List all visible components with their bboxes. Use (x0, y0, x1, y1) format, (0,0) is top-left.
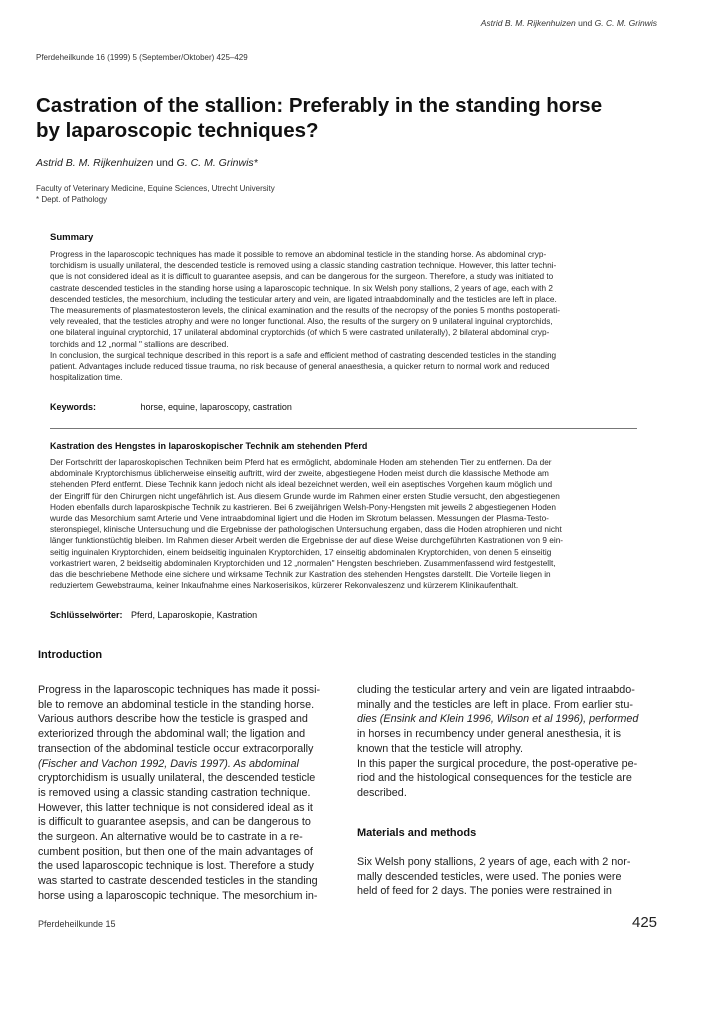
body-line: known that the testicle will atrophy. (357, 742, 524, 755)
body-line: is difficult to guarantee asepsis, and can be dangerous to (38, 816, 311, 829)
german-abstract-body (50, 457, 654, 591)
german-line: reduziertem Gewebstrauma, keiner Inkaufnahme eines Narkoserisikos, kürzerer Rekonvaleszenz und kürzerem Klinikaufenthalt. (50, 581, 519, 591)
summary-line: Progress in the laparoscopic techniques has made it possible to remove an abdominal testicle in the standing horse. As abdominal cryp- (50, 250, 547, 259)
paper-title (36, 93, 696, 143)
summary-line: vely revealed, that the testicles atrophy and were no longer functional. Also, the results of the surgery on 9 unilateral inguinal cryptorchids, (50, 317, 553, 327)
body-line-citation: dies (Ensink and Klein 1996, Wilson et al 1996), performed (357, 713, 639, 726)
body-line: cumbent position, but then one of the main advantages of (38, 845, 313, 858)
summary-line: torchidism is usually unilateral, the descended testicle is removed using a classic standing castration technique. However, this latter techni- (50, 261, 557, 271)
body-line: held of feed for 2 days. The ponies were restrained in (357, 885, 612, 898)
german-line: vorkastriert waren, 2 beidseitig abdominalen Kryptorchiden und 12 „normalen" Hengsten beschrieben. Zusammenfassend wird festgestellt, (50, 558, 556, 568)
materials-methods-heading: Materials and methods (357, 827, 477, 839)
materials-methods-body (357, 855, 657, 899)
body-line: mally descended testicles, were used. The ponies were (357, 870, 622, 883)
body-line: was started to castrate descended testicles in the standing (38, 875, 318, 888)
body-line: described. (357, 786, 407, 799)
summary-body (50, 249, 650, 383)
german-line: abdominale Kryptorchismus üblicherweise einseitig auftritt, wird der zweite, abgestiegene Hoden meist durch die klassische Methode am (50, 469, 549, 479)
body-line: is removed using a classic standing castration technique. (38, 786, 311, 799)
running-head-authors: Astrid B. M. Rijkenhuizen (480, 18, 576, 28)
author-line (36, 157, 258, 169)
german-line: Der Fortschritt der laparoskopischen Techniken beim Pferd hat es ermöglicht, abdominale Hoden am stehenden Tier zu entfernen. Da der (50, 458, 552, 467)
body-line: ble to remove an abdominal testicle in the standing horse. (38, 698, 315, 711)
affiliation-line: Faculty of Veterinary Medicine, Equine Sciences, Utrecht University (36, 184, 275, 193)
german-keywords-label: Schlüsselwörter: (50, 610, 123, 620)
body-line: in horses in recumbency under general anesthesia, it is (357, 728, 622, 741)
summary-line: que is not considered ideal as it is difficult to guarantee asepsis, and can be dangerous for the surgeon. Therefore, a study was initiated to (50, 272, 554, 282)
introduction-heading: Introduction (38, 649, 103, 661)
author-connector: und (156, 157, 174, 169)
german-keywords (50, 610, 257, 620)
body-line: transection of the abdominal testicle occur extracorporally (38, 742, 314, 755)
body-line: Progress in the laparoscopic techniques has made it possi- (38, 684, 321, 696)
second-author: G. C. M. Grinwis* (176, 157, 258, 169)
affiliation (36, 184, 275, 205)
german-line: Hoden ebenfalls durch laparoskpische Technik zu kastrieren. Bei 6 zweijährigen Welsh-Pony-Hengsten mit jeweils 2 abgestiegenen Hoden (50, 502, 556, 512)
summary-line: descended testicles, the mesorchium, including the testicular artery and vein, are ligated intraabdominally and the testicles are left in place. (50, 294, 557, 304)
title-line: by laparoscopic techniques? (36, 119, 319, 142)
german-line: seitig inguinalen Kryptorchiden, einem beidseitig inguinalen Kryptorchiden, 17 einseitig abdominalen Kryptorchiden, von denen 5 einseitig (50, 547, 552, 557)
body-line: exteriorized through the abdominal wall; the ligation and (38, 728, 306, 741)
summary-line: hospitalization time. (50, 373, 123, 383)
summary-heading: Summary (50, 232, 94, 243)
body-line: In this paper the surgical procedure, the post-operative pe- (357, 757, 638, 770)
affiliation-line: * Dept. of Pathology (36, 194, 108, 204)
body-line: Various authors describe how the testicle is grasped and (38, 713, 308, 726)
journal-reference: Pferdeheilkunde 16 (1999) 5 (September/Oktober) 425–429 (36, 53, 248, 62)
german-keywords-value: Pferd, Laparoskopie, Kastration (131, 610, 258, 620)
body-line-citation: (Fischer and Vachon 1992, Davis 1997). As abdominal (38, 757, 299, 770)
german-abstract-heading: Kastration des Hengstes in laparoskopischer Technik am stehenden Pferd (50, 441, 368, 451)
summary-line: patient. Advantages include reduced tissue trauma, no risk because of general anaesthesia, a quicker return to normal work and reduced (50, 362, 550, 372)
title-line: Castration of the stallion: Preferably in the standing horse (36, 94, 603, 117)
german-line: steronspiegel, klinische Untersuchung und die Ergebnisse der pathologischen Untersuchung ergaben, dass die Hoden atrophieren und nicht (50, 525, 562, 535)
body-line: cluding the testicular artery and vein are ligated intraabdo- (357, 684, 635, 696)
body-line: However, this latter technique is not considered ideal as it (38, 801, 313, 814)
body-line: horse using a laparoscopic technique. The mesorchium in- (38, 889, 318, 902)
body-line: the surgeon. An alternative would be to castrate in a re- (38, 831, 303, 844)
body-line: minally and the testicles are left in place. From earlier stu- (357, 698, 634, 711)
german-line: wurde das Mesorchium samt Arterie und Vene intraabdominal ligiert und die Hoden im Skrotum belassen. Messungen der Plasma-Testo- (50, 514, 549, 524)
first-author: Astrid B. M. Rijkenhuizen (36, 157, 154, 169)
running-head-connector: und (578, 18, 593, 28)
body-line: cryptorchidism is usually unilateral, the descended testicle (38, 772, 316, 785)
body-line: riod and the histological consequences for the testicle are (357, 772, 632, 785)
german-line: das die beschriebene Methode eine sichere und wirksame Technik zur Kastration des stehenden Hengstes darstellt. Die Vorteile liegen in (50, 570, 551, 580)
introduction-right-column (357, 683, 657, 801)
german-line: stehenden Pferd entfernt. Diese Technik kann jedoch nicht als ideal bezeichnet werden, weil ein aseptisches Vorgehen kaum möglich und (50, 480, 553, 490)
german-line: länger funktionstüchtig bleiben. Im Rahmen dieser Arbeit werden die Ergebnisse der auf diese Weise durchgeführten Kastrationen von 9 ein- (50, 536, 564, 546)
keywords-label: Keywords: (50, 402, 97, 412)
summary-line: torchids and 12 „normal " stallions are described. (50, 339, 229, 349)
german-line: der Eingriff für den Chirurgen nicht ungefährlich ist. Aus diesem Grunde wurde im Rahmen einer ersten Studie versucht, den abgestiegenen (50, 491, 560, 501)
section-divider (50, 428, 637, 429)
running-head (481, 18, 657, 28)
footer-journal: Pferdeheilkunde 15 (38, 919, 116, 929)
summary-line: one bilateral inguinal cryptorchid, 17 unilateral abdominal cryptorchids (of which 5 were castrated unilaterally), 2 bilateral abdominal cryp- (50, 328, 550, 338)
keywords-value: horse, equine, laparoscopy, castration (140, 402, 292, 412)
introduction-left-column (38, 683, 338, 904)
body-line: Six Welsh pony stallions, 2 years of age, each with 2 nor- (357, 856, 631, 868)
summary-line: castrate descended testicles in the standing horse using a laparoscopic technique. In six Welsh pony stallions, 2 years of age, each with 2 (50, 283, 553, 293)
body-line: the used laparoscopic technique is lost. Therefore a study (38, 860, 314, 873)
page-number: 425 (632, 914, 658, 931)
running-head-coauthor: G. C. M. Grinwis (594, 18, 657, 28)
summary-line: The measurements of plasmatestosteron levels, the clinical examination and the results of the necropsy of the ponies 5 months postoperati- (50, 306, 560, 316)
summary-line: In conclusion, the surgical technique described in this report is a safe and efficient method of castrating descended testicles in the standing (50, 350, 557, 360)
keywords (50, 402, 292, 412)
